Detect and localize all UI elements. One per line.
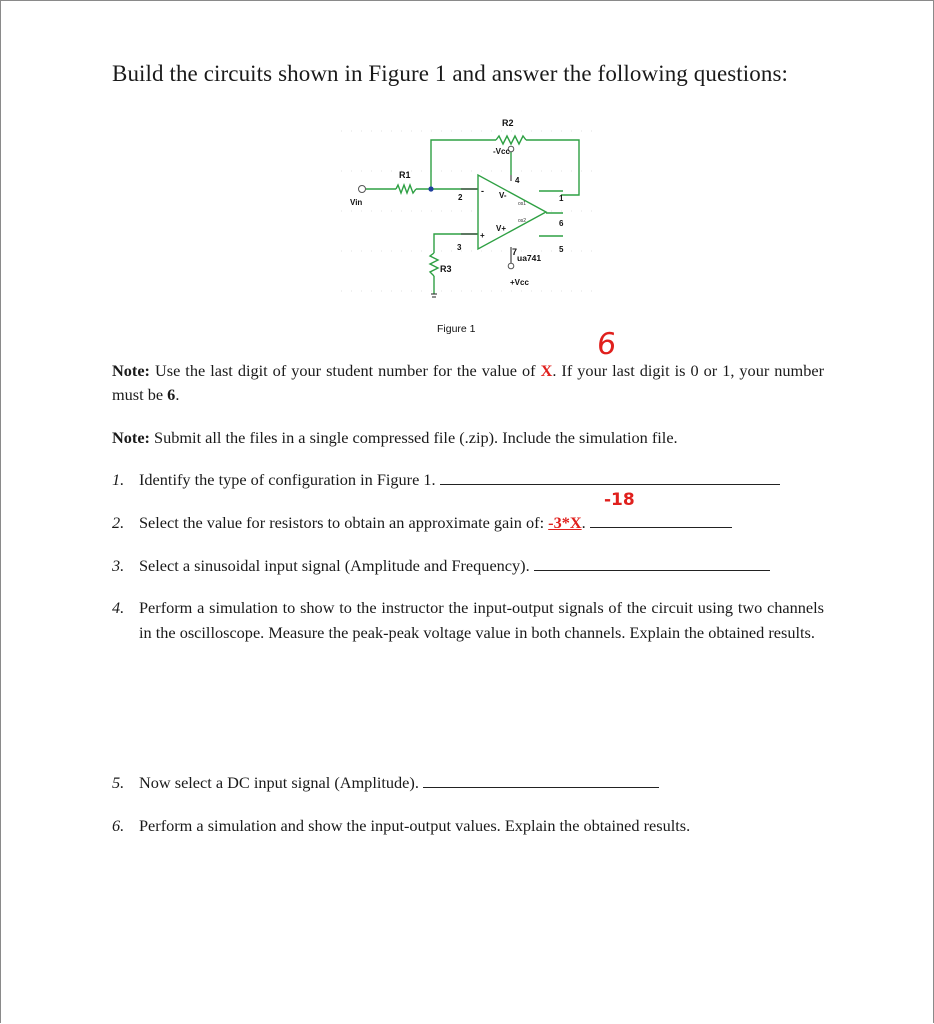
question-text: Select the value for resistors to obtain an approximate gain of: xyxy=(139,513,549,532)
v-plus-label: V+ xyxy=(496,224,507,233)
os1-label: os1 xyxy=(518,201,527,207)
r1-label: R1 xyxy=(399,170,411,180)
question-end: . xyxy=(581,513,586,532)
note1-x: X xyxy=(540,361,553,380)
v-minus-label: V- xyxy=(499,191,507,200)
r1-resistor xyxy=(396,185,416,193)
note1-number: 6 xyxy=(167,385,176,404)
r3-label: R3 xyxy=(440,264,452,274)
note1-end: . xyxy=(175,385,180,404)
note1-text-a: Use the last digit of your student number for the value of xyxy=(149,361,541,380)
question-number: 1. xyxy=(112,470,125,489)
circuit-schematic xyxy=(331,111,611,346)
r2-resistor xyxy=(496,136,526,144)
minus-sign-label: - xyxy=(481,186,484,196)
neg-vcc-label: -Vcc xyxy=(493,147,510,156)
vin-label: Vin xyxy=(350,198,363,207)
gain-answer: -3*X xyxy=(548,513,582,532)
note-student-number xyxy=(112,359,824,407)
pin3-label: 3 xyxy=(457,243,462,252)
pin4-label: 4 xyxy=(515,176,520,185)
pin5-label: 5 xyxy=(559,245,564,254)
part-label: ua741 xyxy=(517,253,542,263)
pos-vcc-label: +Vcc xyxy=(510,278,529,287)
question-text: Perform a simulation and show the input-output values. Explain the obtained results. xyxy=(139,816,691,835)
question-text: Perform a simulation to show to the instructor the input-output signals of the circuit using two channels in the oscilloscope. Measure the peak-peak voltage value in both channels. Explain the obtained results. xyxy=(139,598,824,642)
answer-blank[interactable] xyxy=(534,555,770,571)
pos-vcc-terminal xyxy=(508,263,514,269)
note1-label: Note: xyxy=(112,361,150,380)
note2-text: Submit all the files in a single compressed file (.zip). Include the simulation file. xyxy=(149,428,678,447)
question-number: 2. xyxy=(112,513,125,532)
junction-node xyxy=(428,186,433,191)
handwritten-x-value: 6 xyxy=(595,327,618,362)
question-number: 6. xyxy=(112,816,125,835)
plus-sign-label: + xyxy=(480,231,485,240)
question-text: Identify the type of configuration in Figure 1. xyxy=(139,470,436,489)
answer-blank[interactable] xyxy=(590,512,732,528)
question-text: Select a sinusoidal input signal (Amplitude and Frequency). xyxy=(139,556,530,575)
pin6-label: 6 xyxy=(559,219,564,228)
answer-blank[interactable] xyxy=(440,469,780,485)
pin7-label: 7 xyxy=(512,247,518,257)
question-number: 3. xyxy=(112,556,125,575)
os2-label: os2 xyxy=(518,218,527,224)
note2-label: Note: xyxy=(112,428,150,447)
handwritten-gain-value: -18 xyxy=(604,490,635,510)
question-text: Now select a DC input signal (Amplitude). xyxy=(139,773,419,792)
opamp-triangle xyxy=(478,175,546,249)
schematic-grid xyxy=(341,131,601,291)
note-submission xyxy=(112,426,824,450)
question-number: 4. xyxy=(112,598,125,617)
note1-text-b: . If your last digit is 0 or 1, your number must be xyxy=(112,361,824,404)
r3-resistor xyxy=(430,253,438,276)
circuit-wires xyxy=(366,140,579,294)
vin-terminal xyxy=(359,186,366,193)
answer-blank[interactable] xyxy=(423,772,659,788)
circuit-figure xyxy=(331,111,611,346)
r2-label: R2 xyxy=(502,118,514,128)
pin2-label: 2 xyxy=(458,193,463,202)
pin1-label: 1 xyxy=(559,194,564,203)
page-heading: Build the circuits shown in Figure 1 and answer the following questions: xyxy=(112,61,789,86)
figure-caption: Figure 1 xyxy=(437,323,476,335)
question-number: 5. xyxy=(112,773,125,792)
